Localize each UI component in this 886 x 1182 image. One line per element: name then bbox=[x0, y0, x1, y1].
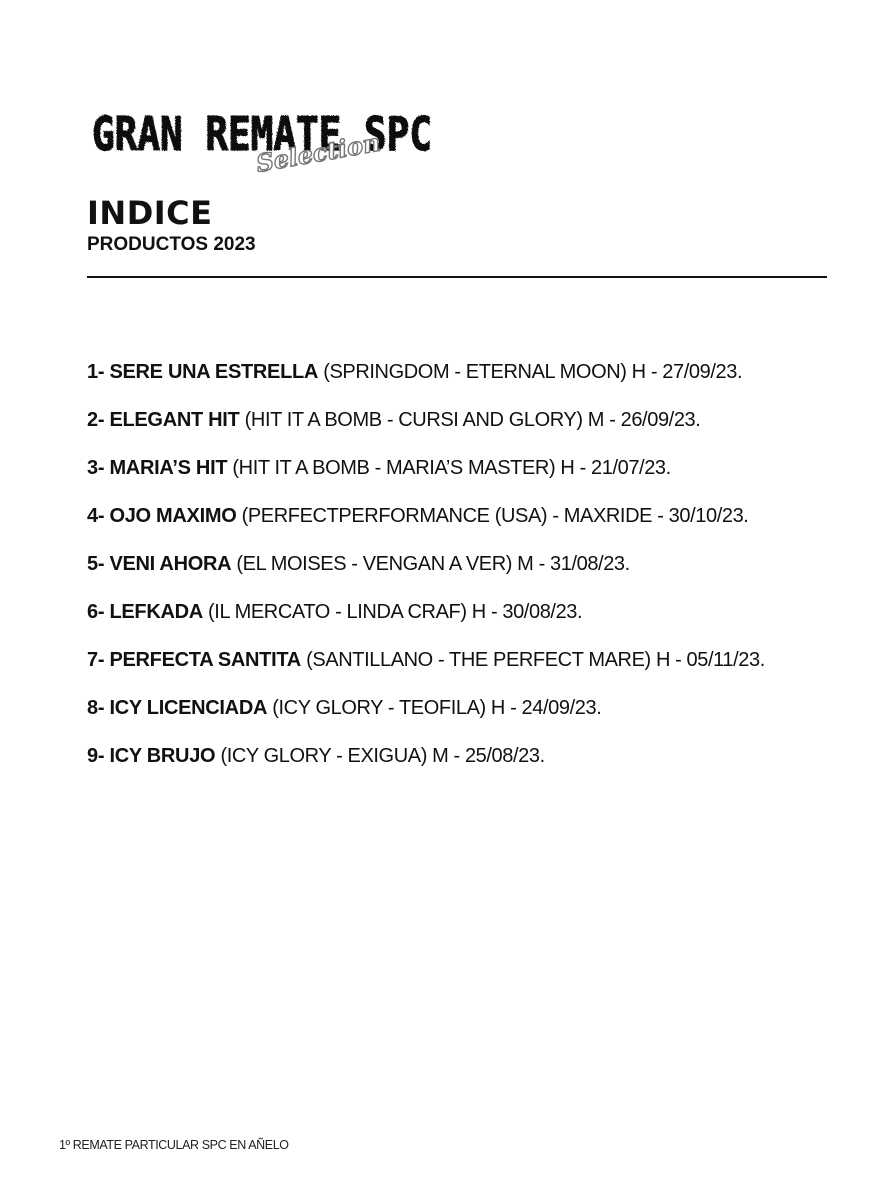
brand-logo bbox=[90, 88, 440, 180]
product-name: 4- OJO MAXIMO bbox=[87, 505, 237, 527]
page-heading bbox=[87, 193, 256, 257]
list-item bbox=[87, 693, 847, 741]
product-details: (SPRINGDOM - ETERNAL MOON) H - 27/09/23. bbox=[318, 361, 743, 383]
list-item bbox=[87, 453, 847, 501]
list-item bbox=[87, 741, 847, 789]
list-item bbox=[87, 357, 847, 405]
product-name: 8- ICY LICENCIADA bbox=[87, 697, 268, 719]
product-name: 9- ICY BRUJO bbox=[87, 745, 216, 767]
product-details: (IL MERCATO - LINDA CRAF) H - 30/08/23. bbox=[202, 601, 583, 623]
list-item bbox=[87, 405, 847, 453]
list-item bbox=[87, 501, 847, 549]
page-footer: 1º REMATE PARTICULAR SPC EN AÑELO bbox=[59, 1138, 289, 1152]
heading-divider bbox=[87, 276, 827, 278]
product-details: (SANTILLANO - THE PERFECT MARE) H - 05/11/23. bbox=[300, 649, 765, 671]
product-details: (EL MOISES - VENGAN A VER) M - 31/08/23. bbox=[231, 553, 630, 575]
product-details: (PERFECTPERFORMANCE (USA) - MAXRIDE - 30/10/23. bbox=[236, 505, 749, 527]
product-details: (ICY GLORY - TEOFILA) H - 24/09/23. bbox=[267, 697, 602, 719]
product-details: (ICY GLORY - EXIGUA) M - 25/08/23. bbox=[215, 745, 545, 767]
product-name: 2- ELEGANT HIT bbox=[87, 409, 240, 431]
brand-logo-image bbox=[90, 88, 440, 180]
product-details: (HIT IT A BOMB - CURSI AND GLORY) M - 26/09/23. bbox=[239, 409, 701, 431]
page-title: INDICE bbox=[87, 194, 213, 232]
brand-logo-main-text: GRAN REMATE SPC bbox=[92, 107, 432, 161]
list-item bbox=[87, 549, 847, 597]
product-index-list bbox=[87, 357, 847, 789]
product-details: (HIT IT A BOMB - MARIA’S MASTER) H - 21/07/23. bbox=[227, 457, 671, 479]
list-item bbox=[87, 597, 847, 645]
page-subtitle: PRODUCTOS 2023 bbox=[87, 234, 256, 255]
product-name: 1- SERE UNA ESTRELLA bbox=[87, 361, 319, 383]
product-name: 3- MARIA’S HIT bbox=[87, 457, 228, 479]
list-item bbox=[87, 645, 847, 693]
product-name: 7- PERFECTA SANTITA bbox=[87, 649, 301, 671]
brand-logo-script-text: Selection bbox=[254, 127, 383, 178]
product-name: 6- LEFKADA bbox=[87, 601, 203, 623]
product-name: 5- VENI AHORA bbox=[87, 553, 232, 575]
